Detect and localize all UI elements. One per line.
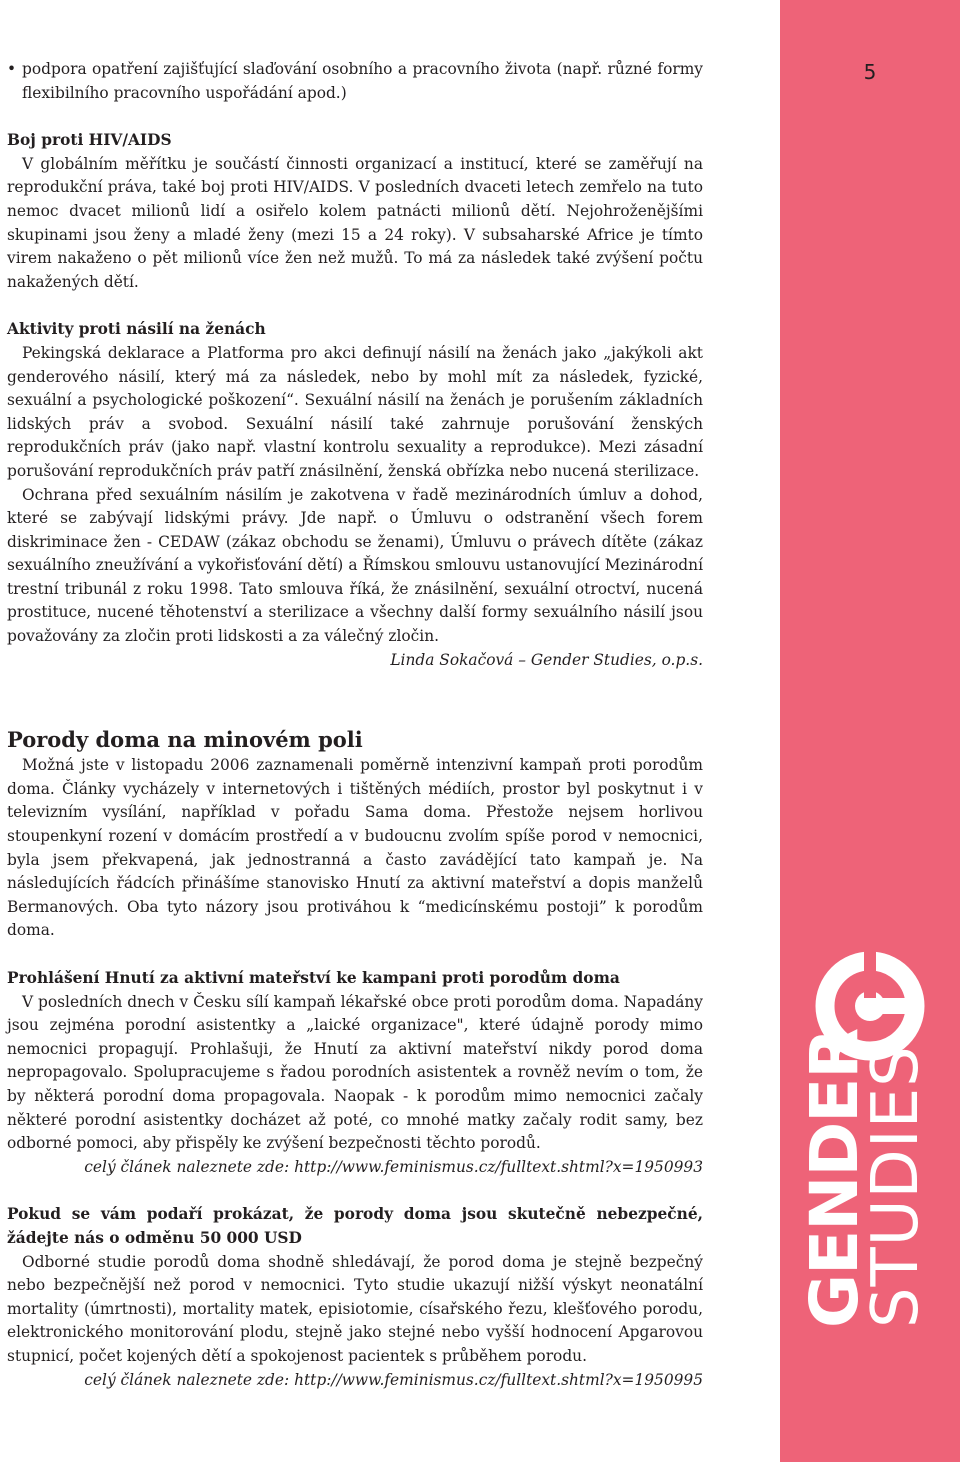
reward-heading: Pokud se vám podaří prokázat, že porody doma jsou skutečně nebezpečné, žádejte nás o odměnu 50 000 USD	[7, 1205, 703, 1247]
statement-paragraph: V posledních dnech v Česku sílí kampaň lékařské obce proti porodům doma. Napadány jsou zejména porodní asistentky a „laické organizace", které údajně porody mimo nemocnici propagují. Prohlašuji, že Hnutí za aktivní mateřství nikdy porod doma nepropagovalo. Spolupracujeme s řadou porodních asistentek a rovněž nevím o tom, že by některá porodní doma propagovala. Naopak - k porodům mimo nemocnici začaly některé porodní asistentky docházet až poté, co mnohé matky začaly rodit samy, bez odborné pomoci, aby přispěly ke zvýšení bezpečnosti těchto porodů.	[7, 992, 703, 1153]
bullet-item	[7, 58, 703, 105]
side-band	[780, 0, 960, 1462]
author-signature: Linda Sokačová – Gender Studies, o.p.s.	[390, 650, 703, 669]
article-column	[7, 58, 703, 1392]
hiv-heading: Boj proti HIV/AIDS	[7, 131, 172, 150]
reward-paragraph: Odborné studie porodů doma shodně shledávají, že porod doma je stejně bezpečný nebo bezpečnější než porod v nemocnici. Tyto studie ukazují nižší výskyt neonatální mortality (úmrtnosti), mortality matek, episiotomie, císařského řezu, klešťového porodu, elektronického monitorování plodu, stejně jako stejné nebo vyšší hodnocení Apgarovou stupnicí, počet kojených dětí a spokojenost pacientek s průběhem porodu.	[7, 1252, 703, 1365]
hiv-paragraph: V globálním měřítku je součástí činnosti organizací a institucí, které se zaměřují na reprodukční práva, také boj proti HIV/AIDS. V posledních dvaceti letech zemřelo na tuto nemoc dvacet milionů lidí a osiřelo kolem patnácti milionů dětí. Nejohroženějšími skupinami jsou ženy a mladé ženy (mezi 15 a 24 roky). V subsaharské Africe je tímto virem nakaženo o pět milionů více žen než mužů. To má za následek také zvýšení počtu nakažených dětí.	[7, 154, 703, 291]
violence-paragraph-1: Pekingská deklarace a Platforma pro akci definují násilí na ženách jako „jakýkoli akt genderového násilí, který má za následek, nebo by mohl mít za následek, fyzické, sexuální a psychologické poškození“. Sexuální násilí na ženách je porušením základních lidských práv a svobod. Sexuální násilí také zahrnuje porušování ženských reprodukčních práv (jako např. vlastní kontrolu sexuality a reprodukce). Mezi zásadní porušování reprodukčních práv patří znásilnění, ženská obřízka nebo nucená sterilizace.	[7, 343, 703, 480]
gender-studies-logo-text	[796, 1028, 933, 1328]
intro-paragraph: Možná jste v listopadu 2006 zaznamenali poměrně intenzivní kampaň proti porodům doma. Články vycházely v internetových i tištěných médiích, prostor byl poskytnut i v televizním vysílání, například v pořadu Sama doma. Přestože nejsem horlivou stoupenkyní rození v domácím prostředí a v budoucnu zvolím spíše porod v nemocnici, byla jsem překvapená, jak jednostranná a často zavádějící tato kampaň je. Na následujících řádcích přinášíme stanovisko Hnutí za aktivní mateřství a dopis manželů Bermanových. Oba tyto názory jsou protiváhou k “medicínskému postoji” k porodům doma.	[7, 756, 703, 940]
article-title: Porody doma na minovém poli	[7, 727, 363, 753]
bullet-text: podpora opatření zajišťující slaďování osobního a pracovního života (např. různé formy flexibilního pracovního uspořádání apod.)	[22, 60, 703, 102]
statement-source-link[interactable]: celý článek naleznete zde: http://www.feminismus.cz/fulltext.shtml?x=1950993	[84, 1157, 703, 1176]
reward-source-link[interactable]: celý článek naleznete zde: http://www.feminismus.cz/fulltext.shtml?x=1950995	[84, 1370, 703, 1389]
violence-paragraph-2: Ochrana před sexuálním násilím je zakotvena v řadě mezinárodních úmluv a dohod, které se zabývají lidskými právy. Jde např. o Úmluvu o odstranění všech forem diskriminace žen - CEDAW (zákaz obchodu se ženami), Úmluvu o právech dítěte (zákaz sexuálního zneužívání a vykořisťování dětí) a Římskou smlouvu ustanovující Mezinárodní trestní tribunál z roku 1998. Tato smlouva říká, že znásilnění, sexuální otroctví, nucená prostituce, nucené těhotenství a sterilizace a všechny další formy sexuálního násilí jsou považovány za zločin proti lidskosti a za válečný zločin.	[7, 485, 703, 646]
bullet-marker: •	[7, 60, 17, 78]
statement-heading: Prohlášení Hnutí za aktivní mateřství ke kampani proti porodům doma	[7, 969, 620, 987]
violence-heading: Aktivity proti násilí na ženách	[7, 320, 266, 339]
logo-word-gender: GENDER	[796, 1028, 873, 1328]
logo-word-studies: STUDIES	[859, 1045, 933, 1328]
page-number: 5	[863, 60, 877, 84]
